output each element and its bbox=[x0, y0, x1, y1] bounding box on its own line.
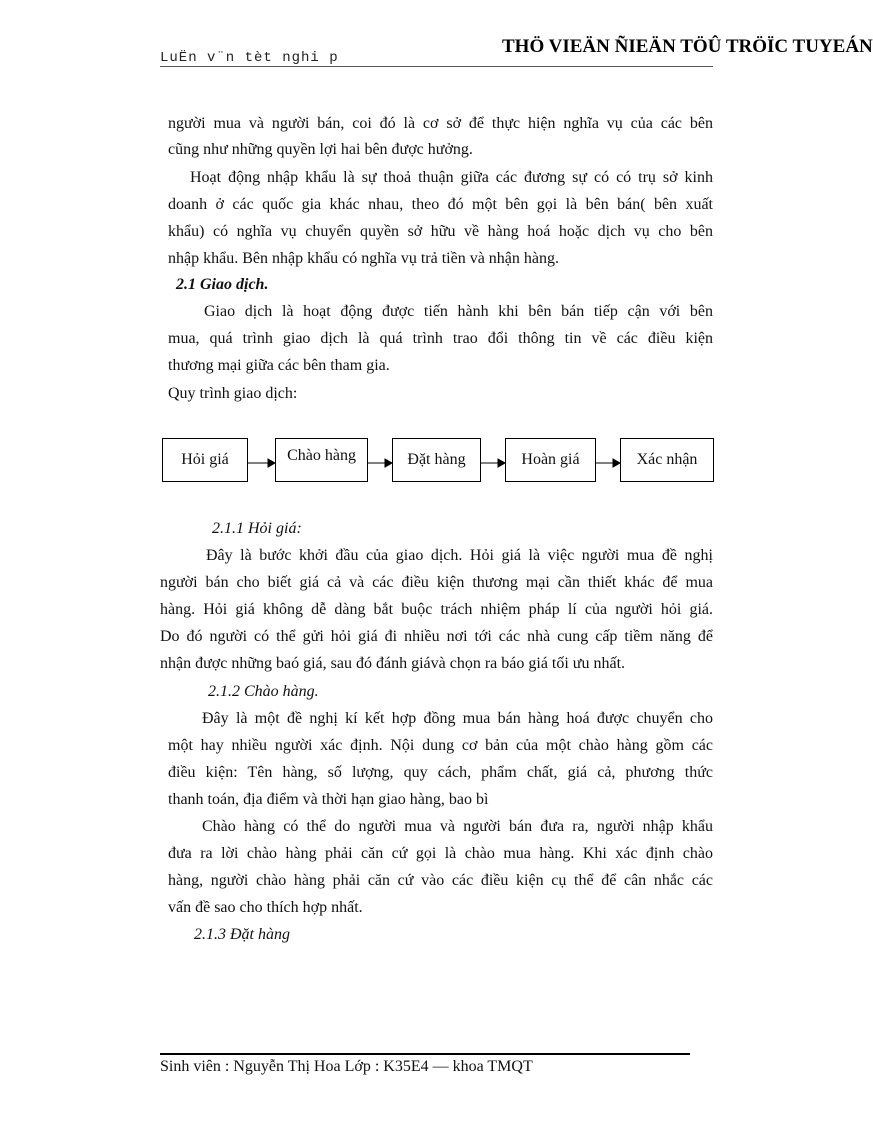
paragraph-line: Chào hàng có thể do người mua và người bán đưa ra, người nhập khẩu bbox=[202, 818, 713, 835]
paragraph-line: vấn đề sao cho thích hợp nhất. bbox=[168, 899, 363, 916]
flow-step-label: Đặt hàng bbox=[407, 451, 466, 468]
paragraph-line: mua, quá trình giao dịch là quá trình trao đổi thông tin về các điều kiện bbox=[168, 330, 713, 347]
footer-text: Sinh viên : Nguyễn Thị Hoa Lớp : K35E4 — khoa TMQT bbox=[160, 1058, 533, 1075]
header-left-title: LuËn v¨n tèt nghi p bbox=[160, 50, 339, 66]
arrow-head-icon bbox=[268, 459, 275, 467]
paragraph-line: Do đó người có thể gửi hỏi giá đi nhiều nơi tới các nhà cung cấp tiềm năng để bbox=[160, 628, 713, 645]
subsection-heading: 2.1.2 Chào hàng. bbox=[208, 683, 319, 700]
paragraph-line: người mua và người bán, coi đó là cơ sở để thực hiện nghĩa vụ của các bên bbox=[168, 115, 713, 132]
paragraph-line: doanh ở các quốc gia khác nhau, theo đó một bên gọi là bên bán( bên xuất bbox=[168, 196, 713, 213]
flow-step-label: Xác nhận bbox=[636, 451, 698, 468]
subsection-heading: 2.1.3 Đặt hàng bbox=[194, 926, 290, 943]
paragraph-line: Quy trình giao dịch: bbox=[168, 385, 298, 402]
paragraph-line: một hay nhiều người xác định. Nội dung cơ bản của một chào hàng gồm các bbox=[168, 737, 713, 754]
subsection-heading: 2.1.1 Hỏi giá: bbox=[212, 520, 302, 537]
paragraph-line: Giao dịch là hoạt động được tiến hành khi bên bán tiếp cận với bên bbox=[204, 303, 713, 320]
paragraph-line: nhập khẩu. Bên nhập khẩu có nghĩa vụ trả tiền và nhận hàng. bbox=[168, 250, 559, 267]
paragraph-line: Đây là bước khởi đầu của giao dịch. Hỏi giá là việc người mua đề nghị bbox=[206, 547, 713, 564]
arrow-head-icon bbox=[613, 459, 620, 467]
paragraph-line: khẩu) có nghĩa vụ chuyển quyền sở hữu về hàng hoá hoặc dịch vụ cho bên bbox=[168, 223, 713, 240]
paragraph-line: cũng như những quyền lợi hai bên được hưởng. bbox=[168, 141, 473, 158]
paragraph-line: thương mại giữa các bên tham gia. bbox=[168, 357, 390, 374]
header-right-title: THÖ VIEÄN ÑIEÄN TÖÛ TRÖÏC TUYEÁN bbox=[502, 36, 873, 57]
arrow-head-icon bbox=[385, 459, 392, 467]
arrow-head-icon bbox=[498, 459, 505, 467]
flow-step-label: Hỏi giá bbox=[181, 451, 229, 468]
paragraph-line: đưa ra lời chào hàng phải căn cứ gọi là chào mua hàng. Khi xác định chào bbox=[168, 845, 713, 862]
paragraph-line: hàng. Hỏi giá không dễ dàng bắt buộc trách nhiệm pháp lí của người hỏi giá. bbox=[160, 601, 713, 618]
flow-step-label: Chào hàng bbox=[287, 447, 356, 464]
paragraph-line: thanh toán, địa điểm và thời hạn giao hàng, bao bì bbox=[168, 791, 489, 808]
paragraph-line: Hoạt động nhập khẩu là sự thoả thuận giữa các đương sự có có trụ sở kinh bbox=[190, 169, 713, 186]
section-heading: 2.1 Giao dịch. bbox=[176, 276, 269, 293]
footer-divider bbox=[160, 1053, 690, 1055]
flow-step-label: Hoàn giá bbox=[521, 451, 580, 468]
paragraph-line: hàng, người chào hàng phải căn cứ vào các điều kiện cụ thể để cân nhắc các bbox=[168, 872, 713, 889]
paragraph-line: Đây là một đề nghị kí kết hợp đồng mua bán hàng hoá được chuyển cho bbox=[202, 710, 713, 727]
paragraph-line: nhận được những baó giá, sau đó đánh giávà chọn ra báo giá tối ưu nhất. bbox=[160, 655, 626, 672]
paragraph-line: người bán cho biết giá cả và các điều kiện thương mại cần thiết khác để mua bbox=[160, 574, 713, 591]
paragraph-line: điều kiện: Tên hàng, số lượng, quy cách, phẩm chất, giá cả, phương thức bbox=[168, 764, 713, 781]
